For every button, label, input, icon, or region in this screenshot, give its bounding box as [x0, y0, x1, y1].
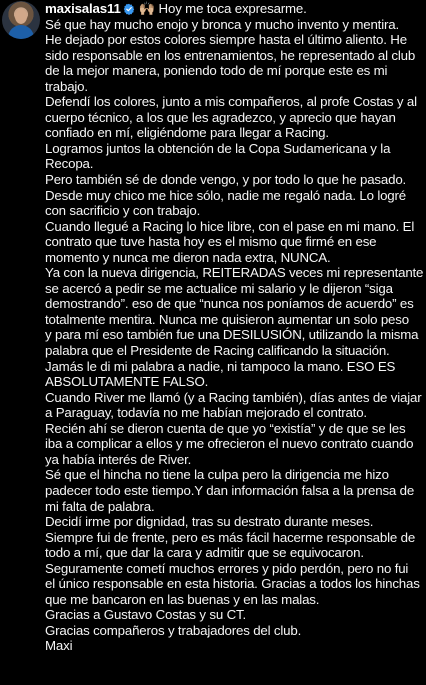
avatar[interactable] — [2, 1, 40, 39]
comment-paragraph: Ya con la nueva dirigencia, REITERADAS veces mi representante se acercó a pedir se me actualice mi salario y le dijeron “siga demostrando”. eso de que “nunca nos poníamos de acuerdo” es totalmente mentira. Nunca me quisieron aumentar un solo peso y para mí eso también fue una DESILUSIÓN, utilizando la misma palabra que el Presidente de Racing calificando la situación. Jamás le di mi palabra a nadie, ni tampoco la mano. ESO ES ABSOLUTAMENTE FALSO. — [45, 265, 424, 390]
comment-paragraph: Sé que hay mucho enojo y bronca y mucho invento y mentira. He dejado por estos colores siempre hasta el último aliento. He sido responsable en los entrenamientos, he representado al club de la mejor manera, poniendo todo de mí porque este es mi trabajo. — [45, 16, 416, 94]
comment-paragraph: Gracias compañeros y trabajadores del club. — [45, 622, 302, 638]
comment-signature: Maxi — [45, 638, 73, 654]
avatar-face — [15, 9, 27, 24]
verified-badge-icon — [123, 3, 135, 15]
comment-paragraph: Pero también sé de donde vengo, y por todo lo que he pasado. Desde muy chico me hice sólo, nadie me regaló nada. Lo logré con sacrificio y con trabajo. — [45, 172, 407, 219]
comment-paragraph: Sé que el hincha no tiene la culpa pero la dirigencia me hizo padecer todo este tiempo.Y dan información falsa a la prensa de mi falta de palabra. — [45, 467, 415, 514]
comment-paragraph: Gracias a Gustavo Costas y su CT. — [45, 607, 246, 623]
comment-first-line: 🙌🏼 Hoy me toca expresarme. — [138, 1, 307, 16]
comment-paragraph: Defendí los colores, junto a mis compañeros, al profe Costas y al cuerpo técnico, a los que les agradezco, y aprecio que hayan confiado en mí, eligiéndome para llegar a Racing. — [45, 94, 417, 141]
comment-paragraph: Decidí irme por dignidad, tras su destrato durante meses. Siempre fui de frente, pero es más fácil hacerme responsable de todo a mí, que dar la cara y admitir que se equivocaron. Seguramente cometí muchos errores y pido perdón, pero no fui el único responsable en esta historia. Gracias a todos los hinchas que me bancaron en las buenas y en las malas. — [45, 514, 420, 607]
comment-paragraph: Logramos juntos la obtención de la Copa Sudamericana y la Recopa. — [45, 140, 391, 172]
comment-paragraph: Recién ahí se dieron cuenta de que yo “existía” y de que se les iba a complicar a ellos y me ofrecieron el nuevo contrato cuando ya había interés de River. — [45, 420, 414, 467]
avatar-shirt — [8, 25, 34, 39]
comment-body — [45, 1, 426, 654]
comment-paragraph: Cuando River me llamó (y a Racing también), días antes de viajar a Paraguay, todavía no me habían mejorado el contrato. — [45, 389, 422, 421]
username-link[interactable]: maxisalas11 — [45, 1, 121, 16]
comment-paragraph: Cuando llegué a Racing lo hice libre, con el pase en mi mano. El contrato que tuve hasta hoy es el mismo que firmé en ese momento y nunca me dieron nada extra, NUNCA. — [45, 218, 415, 265]
